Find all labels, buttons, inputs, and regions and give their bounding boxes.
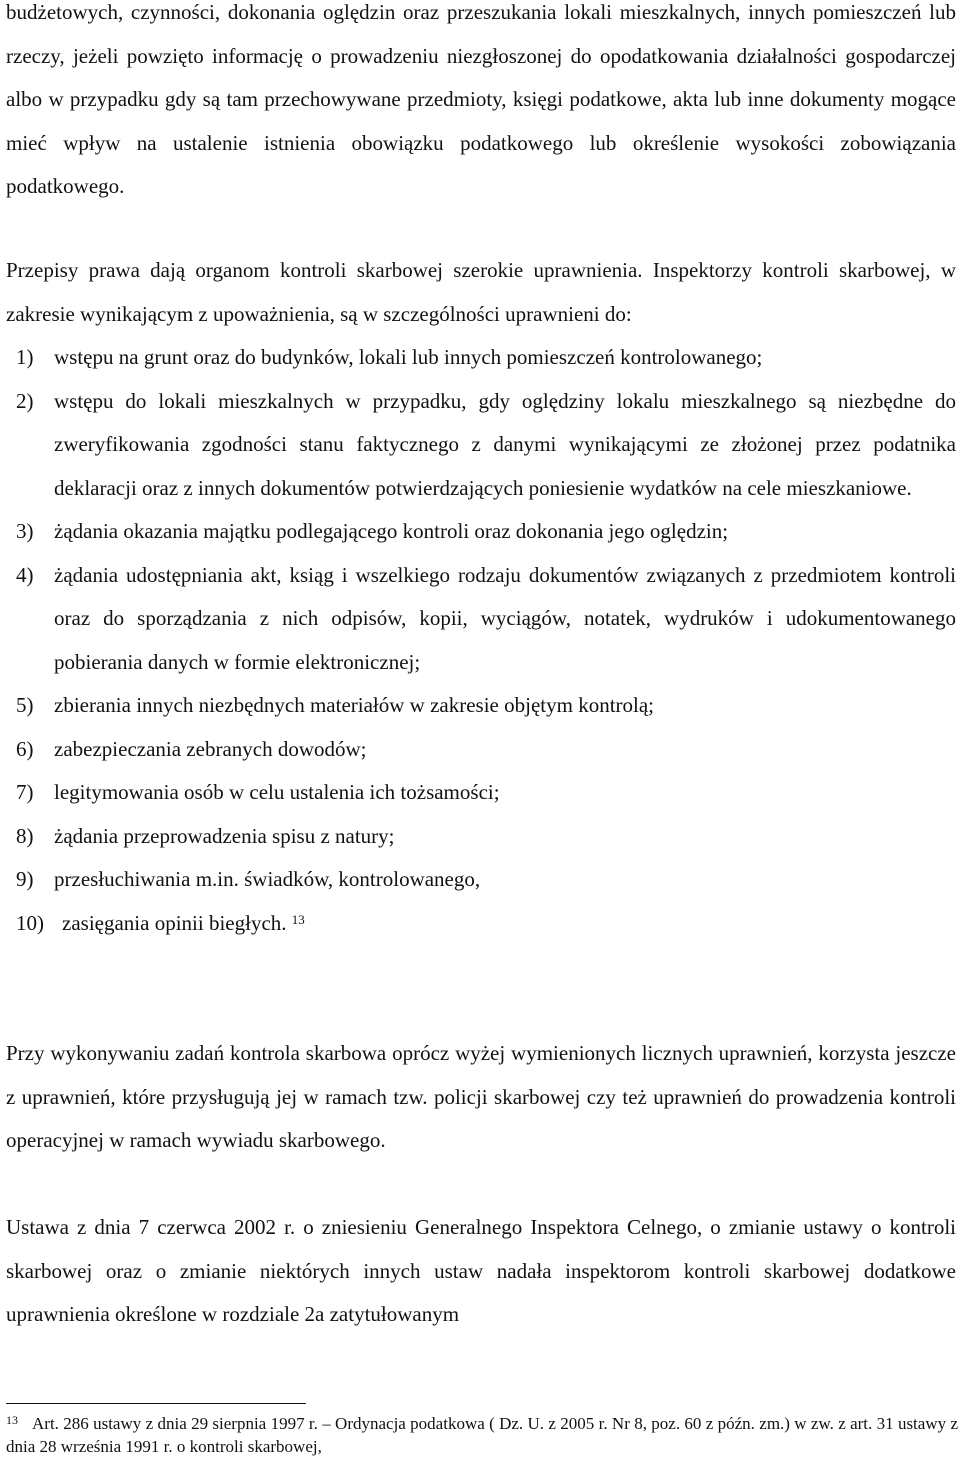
list-item-text: zasięgania opinii biegłych.	[62, 910, 287, 935]
paragraph-inspector-powers-intro: Przepisy prawa dają organom kontroli skarbowej szerokie uprawnienia. Inspektorzy kontroli skarbowej, w zakresie wynikającym z upoważnienia, są w szczególności uprawnieni do:	[6, 258, 956, 326]
list-item	[6, 902, 956, 946]
list-item	[6, 510, 956, 554]
list-item-text: wstępu na grunt oraz do budynków, lokali lub innych pomieszczeń kontrolowanego;	[54, 345, 763, 369]
list-item-text: żądania przeprowadzenia spisu z natury;	[54, 823, 395, 848]
list-item	[6, 771, 956, 815]
list-item-text: legitymowania osób w celu ustalenia ich tożsamości;	[54, 780, 500, 804]
footnote-reference: 13	[291, 911, 305, 927]
list-item	[6, 858, 956, 902]
list-item-text: żądania okazania majątku podlegającego kontroli oraz dokonania jego oględzin;	[54, 519, 729, 543]
list-item	[6, 554, 956, 685]
list-item-text: zbierania innych niezbędnych materiałów w zakresie objętym kontrolą;	[54, 693, 655, 717]
list-item-number: 1)	[16, 345, 34, 369]
list-item-number: 4)	[16, 562, 34, 587]
list-item-text: wstępu do lokali mieszkalnych w przypadku, gdy oględziny lokalu mieszkalnego są niezbędne do zweryfikowania zgodności stanu faktycznego z danymi wynikającymi ze złożonej przez podatnika deklaracji oraz z innych dokumentów potwierdzających poniesienie wydatków na cele mieszkaniowe.	[54, 388, 956, 500]
list-item-number: 8)	[16, 823, 34, 848]
powers-list	[6, 336, 956, 945]
list-item	[6, 728, 956, 772]
list-item	[6, 684, 956, 728]
list-item-text: żądania udostępniania akt, ksiąg i wszelkiego rodzaju dokumentów związanych z przedmiotem kontroli oraz do sporządzania z nich odpisów, kopii, wyciągów, notatek, wydruków i udokumentowanego pobierania danych w formie elektronicznej;	[54, 562, 956, 674]
list-item-number: 5)	[16, 693, 34, 717]
footnote	[6, 1412, 958, 1458]
list-item	[6, 815, 956, 859]
list-item-number: 2)	[16, 388, 34, 413]
paragraph-fiscal-police: Przy wykonywaniu zadań kontrola skarbowa oprócz wyżej wymienionych licznych uprawnień, korzysta jeszcze z uprawnień, które przysługują jej w ramach tzw. policji skarbowej czy też uprawnień do prowadzenia kontroli operacyjnej w ramach wywiadu skarbowego.	[6, 1041, 956, 1152]
footnote-separator	[6, 1403, 306, 1404]
list-item	[6, 336, 956, 380]
list-item-number: 10)	[16, 910, 44, 935]
list-item-number: 9)	[16, 867, 34, 891]
footnote-mark: 13	[6, 1413, 18, 1427]
paragraph-act-2002: Ustawa z dnia 7 czerwca 2002 r. o zniesieniu Generalnego Inspektora Celnego, o zmianie ustawy o kontroli skarbowej oraz o zmianie niektórych innych ustaw nadała inspektorom kontroli skarbowej dodatkowe uprawnienia określone w rozdziale 2a zatytułowanym	[6, 1215, 956, 1326]
list-item-number: 7)	[16, 780, 34, 804]
list-item-number: 6)	[16, 736, 34, 761]
footnote-text: Art. 286 ustawy z dnia 29 sierpnia 1997 r. – Ordynacja podatkowa ( Dz. U. z 2005 r. Nr 8, poz. 60 z późn. zm.) w zw. z art. 31 ustawy z dnia 28 września 1991 r. o kontroli skarbowej,	[6, 1414, 958, 1456]
list-item-number: 3)	[16, 519, 34, 543]
list-item-text: zabezpieczania zebranych dowodów;	[54, 736, 367, 761]
list-item-text: przesłuchiwania m.in. świadków, kontrolowanego,	[54, 867, 481, 891]
paragraph-inspections: budżetowych, czynności, dokonania oględzin oraz przeszukania lokali mieszkalnych, innych pomieszczeń lub rzeczy, jeżeli powzięto informację o prowadzeniu niezgłoszonej do opodatkowania działalności gospodarczej albo w przypadku gdy są tam przechowywane przedmioty, księgi podatkowe, akta lub inne dokumenty mogące mieć wpływ na ustalenie istnienia obowiązku podatkowego lub określenie wysokości zobowiązania podatkowego.	[6, 0, 956, 198]
list-item	[6, 380, 956, 511]
